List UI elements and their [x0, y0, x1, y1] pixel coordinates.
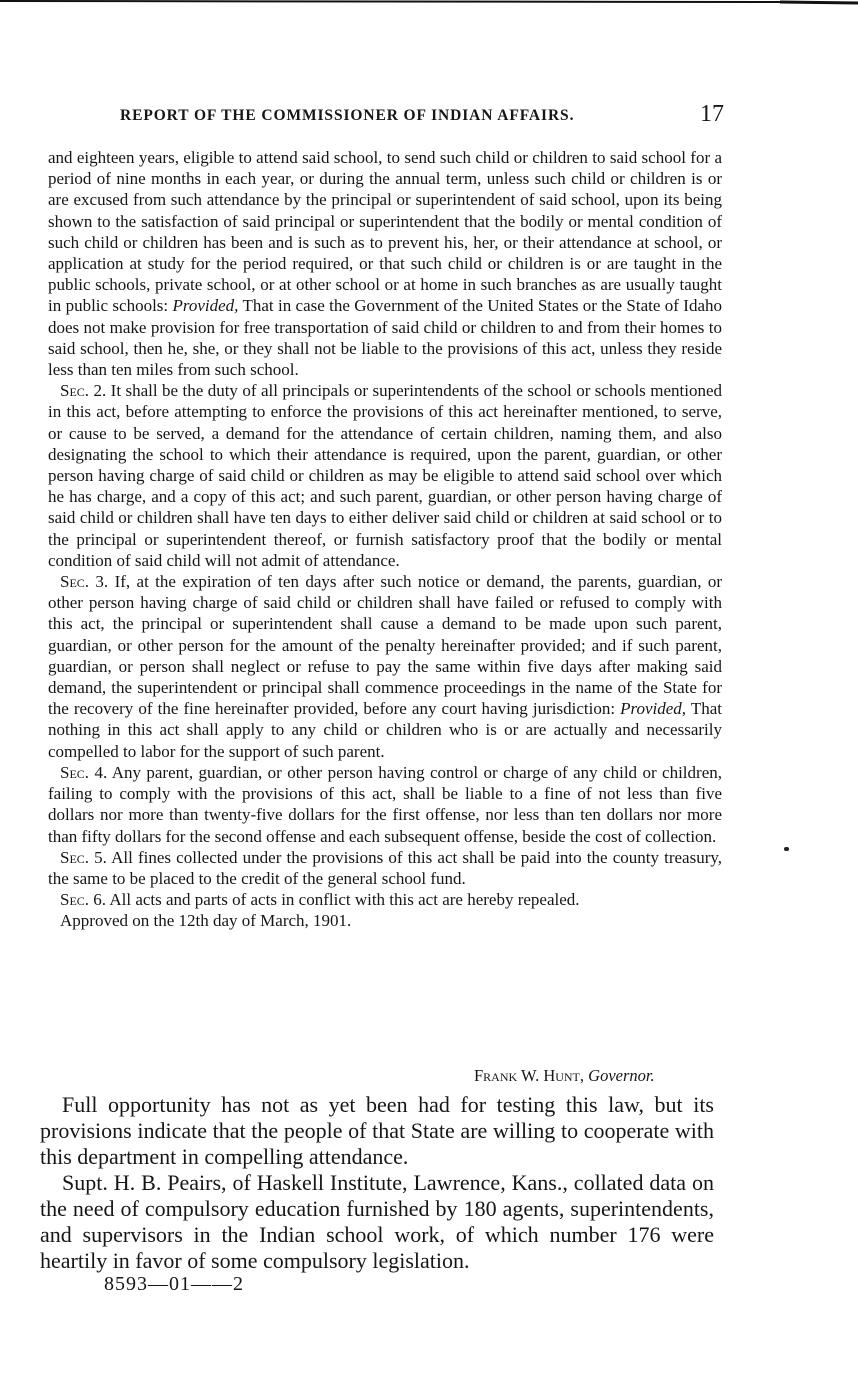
section-3-text: If, at the expiration of ten days after such notice or demand, the parents, guardian, or other person having charge of said child or children shall have failed or refused to comply with this act, the principal or superintendent shall cause a demand to be made upon such parent, guardian, or other person for the amount of the penalty hereinafter provided; and if such parent, guardian, or person shall neglect or refuse to pay the same within five days after making said demand, the superintendent or principal shall commence proceedings in the name of the State for the recovery of the fine hereinafter provided, before any court having jurisdiction: [48, 572, 722, 719]
statute-intro-tail: That in case the Government of the United States or the State of Idaho does not make provision for free transportation of said child or children to and from their homes to said school, then he, she, or they shall not be liable to the provisions of this act, unless they reside less than ten miles from such school. [48, 296, 722, 380]
section-6-text: All acts and parts of acts in conflict with this act are hereby repealed. [109, 890, 580, 910]
section-6-paragraph [48, 889, 722, 910]
statute-text [48, 147, 722, 932]
provided-clause-label: Provided, [172, 296, 239, 316]
approval-line: Approved on the 12th day of March, 1901. [60, 911, 352, 931]
running-header [120, 103, 730, 133]
report-paragraph-2: Supt. H. B. Peairs, of Haskell Institute, Lawrence, Kans., collated data on the need of compulsory education furnished by 180 agents, superintendents, and supervisors in the Indian school work, of which number 176 were heartily in favor of some compulsory legislation. [40, 1170, 714, 1273]
section-2-text: It shall be the duty of all principals or superintendents of the school or schools mentioned in this act, before attempting to enforce the provisions of this act hereinafter mentioned, to serve, or cause to be served, a demand for the attendance of certain children, naming them, and also designating the school to which their attendance is required, upon the parent, guardian, or other person having charge of said child or children as may be eligible to attend said school over which he has charge, and a copy of this act; and such parent, guardian, or other person having charge of said child or children shall have ten days to either deliver said child or children at said school or to the principal or superintendent thereof, or furnish satisfactory proof that the bodily or mental condition of said child will not admit of attendance. [48, 381, 722, 570]
statute-intro-paragraph [48, 147, 722, 380]
statute-intro-text: and eighteen years, eligible to attend said school, to send such child or children to said school for a period of nine months in each year, or during the annual term, unless such child or children is or are excused from such attendance by the principal or superintendent of said school, upon its being shown to the satisfaction of said principal or superintendent that the bodily or mental condition of such child or children has been and is such as to prevent his, her, or their attendance at school, or application at study for the period required, or that such child or children is or are taught in the public schools, private school, or at other school or at home in such branches as are usually taught in public schools: [48, 148, 722, 316]
report-paragraph-1: Full opportunity has not as yet been had for testing this law, but its provisions indicate that the people of that State are willing to cooperate with this department in compelling attendance. [40, 1092, 714, 1169]
section-5-text: All fines collected under the provisions of this act shall be paid into the county treasury, the same to be placed to the credit of the general school fund. [48, 847, 722, 888]
section-3-tail: That nothing in this act shall apply to any child or children who is or are actually and necessarily compelled to labor for the support of such parent. [48, 699, 722, 761]
printer-signature-mark: 8593—01——2 [104, 1273, 244, 1295]
section-3-paragraph [48, 571, 722, 762]
section-5-label: Sec. 5. [60, 847, 107, 867]
governor-signature [474, 1066, 655, 1086]
signer-title: Governor. [588, 1066, 655, 1085]
section-6-label: Sec. 6. [60, 890, 107, 910]
section-2-label: Sec. 2. [60, 381, 107, 401]
page-number: 17 [700, 101, 724, 127]
section-2-paragraph [48, 380, 722, 571]
section-4-label: Sec. 4. [60, 762, 108, 782]
section-5-paragraph [48, 847, 722, 889]
section-3-label: Sec. 3. [60, 572, 109, 592]
report-commentary [40, 1092, 714, 1274]
provided-clause-label: Provided, [620, 699, 687, 719]
top-edge-rule [0, 0, 858, 6]
header-title: REPORT OF THE COMMISSIONER OF INDIAN AFFAIRS. [120, 107, 575, 124]
margin-mark [784, 847, 789, 851]
section-4-text: Any parent, guardian, or other person having control or charge of any child or children, failing to comply with the provisions of this act, shall be liable to a fine of not less than five dollars nor more than twenty-five dollars for the first offense, nor less than ten dollars nor more than fifty dollars for the second offense and each subsequent offense, beside the cost of collection. [48, 762, 722, 846]
signer-name: Frank W. Hunt, [474, 1066, 585, 1085]
section-4-paragraph [48, 762, 722, 847]
